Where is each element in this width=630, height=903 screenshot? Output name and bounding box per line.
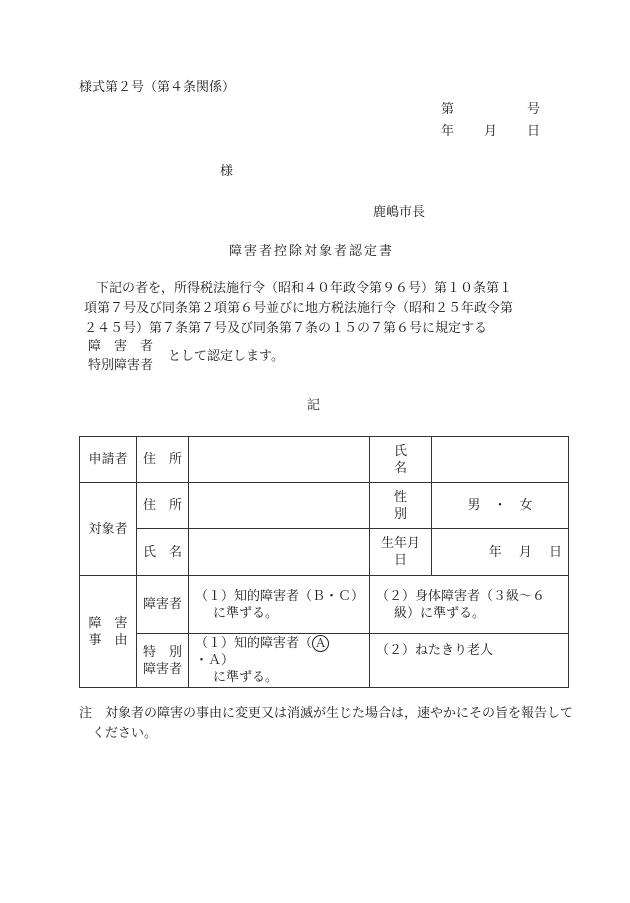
date-month-label: 月 bbox=[484, 124, 498, 139]
body-line-1: 下記の者を，所得税法施行令（昭和４０年政令第９６号）第１０条第１ bbox=[96, 281, 513, 296]
note-line-2: ください。 bbox=[92, 726, 158, 741]
special-option-1[interactable] bbox=[189, 634, 370, 688]
special-option-1-pre: （１）知的障害者（ bbox=[195, 636, 313, 651]
table-row bbox=[80, 483, 569, 529]
certification-table bbox=[79, 436, 569, 688]
applicant-label: 申請者 bbox=[80, 437, 137, 483]
special-option-1-tail: に準ずる。 bbox=[213, 670, 279, 685]
body-option-disabled: 障 害 者 bbox=[88, 339, 154, 354]
table-row bbox=[80, 576, 569, 634]
circled-a-mark: Ａ bbox=[312, 635, 329, 652]
subject-label: 対象者 bbox=[80, 483, 137, 576]
body-option-special-disabled: 特別障害者 bbox=[88, 358, 154, 373]
subject-address-label: 住 所 bbox=[137, 483, 189, 529]
special-option-2-text: （２）ねたきり老人 bbox=[376, 643, 494, 658]
body-line-4: として認定します。 bbox=[168, 349, 284, 364]
table-row bbox=[80, 634, 569, 688]
special-disabled-label bbox=[137, 634, 189, 688]
table-row bbox=[80, 437, 569, 483]
subject-name-label: 氏 名 bbox=[137, 529, 189, 576]
special-option-2[interactable] bbox=[370, 634, 569, 688]
date-day-label: 日 bbox=[527, 124, 541, 139]
applicant-address-field[interactable] bbox=[189, 437, 370, 483]
note-line-1: 注 対象者の障害の事由に変更又は消滅が生じた場合は，速やかにその旨を報告して bbox=[79, 706, 574, 721]
form-number: 様式第２号（第４条関係） bbox=[79, 80, 236, 95]
disabled-option-2-text: （２）身体障害者（３級～６ bbox=[376, 588, 546, 604]
special-label-line-1: 特 別 bbox=[143, 644, 183, 660]
addressee-suffix: 様 bbox=[220, 164, 234, 179]
reason-label bbox=[80, 576, 137, 688]
sex-label: 性 別 bbox=[370, 483, 432, 529]
document-number-suffix: 号 bbox=[527, 102, 541, 117]
disabled-option-1-tail: に準ずる。 bbox=[213, 605, 279, 621]
birthdate-label: 生年月日 bbox=[370, 529, 432, 576]
disabled-option-2-tail: 級）に準ずる。 bbox=[394, 605, 486, 621]
subject-address-field[interactable] bbox=[189, 483, 370, 529]
body-line-2: 項第７号及び同条第２項第６号並びに地方税法施行令（昭和２５年政令第 bbox=[84, 301, 514, 316]
subject-name-field[interactable] bbox=[189, 529, 370, 576]
body-line-3: ２４５号）第７条第７号及び同条第７条の１５の７第６号に規定する bbox=[84, 321, 488, 336]
ki-heading: 記 bbox=[307, 398, 321, 413]
applicant-address-label: 住 所 bbox=[137, 437, 189, 483]
disabled-option-1-text: （１）知的障害者（Ｂ・Ｃ） bbox=[195, 588, 365, 604]
applicant-name-label: 氏 名 bbox=[370, 437, 432, 483]
disabled-label: 障害者 bbox=[137, 576, 189, 634]
reason-label-line-1: 障 害 bbox=[88, 615, 128, 631]
document-title: 障害者控除対象者認定書 bbox=[229, 244, 395, 259]
disabled-option-2[interactable] bbox=[370, 576, 569, 634]
special-label-line-2: 障害者 bbox=[143, 661, 183, 677]
birthdate-field[interactable]: 年 月 日 bbox=[432, 529, 569, 576]
table-row bbox=[80, 529, 569, 576]
issuer: 鹿嶋市長 bbox=[373, 205, 426, 220]
sex-value[interactable]: 男 ・ 女 bbox=[432, 483, 569, 529]
special-option-1-post: ・Ａ） bbox=[195, 653, 235, 668]
date-year-label: 年 bbox=[441, 124, 455, 139]
document-number-prefix: 第 bbox=[441, 102, 455, 117]
applicant-name-field[interactable] bbox=[432, 437, 569, 483]
disabled-option-1[interactable] bbox=[189, 576, 370, 634]
reason-label-line-2: 事 由 bbox=[88, 632, 128, 648]
